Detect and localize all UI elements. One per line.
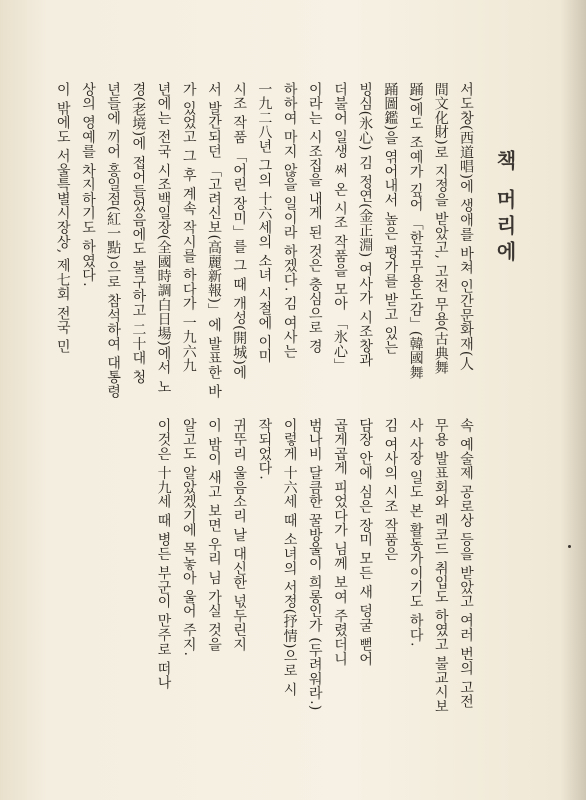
text-column: 시조 작품 「어린 장미」를 그 때 개성(開城)에 [231,82,248,380]
text-column: 년들에 끼어 홍일점(紅一點)으로 참석하여 대통령 [105,82,122,399]
poem-line: 담장 안에 심은 장미 모든 새 덩굴 뻗어 [357,418,374,666]
text-column: 하하여 마지 않을 일이라 하겠다. 김 여사는 [281,82,298,359]
text-column: 빙심(氷心) 김 정연(金正淵) 여사가 시조창과 [357,82,374,368]
text-column: 상의 영예를 차지하기도 하였다. [79,82,96,287]
text-column: 무용 발표회와 레코드 취입도 하였고 불교시보 [432,418,449,714]
bottom-text-block [150,418,478,714]
ink-speck [568,545,571,548]
poem-line: 곱게곱게 피었다가 님께 보여 주렸더니 [331,418,348,666]
binding-shadow [560,0,586,800]
poem-line: 귀뚜리 울음소리 날 대신한 넋두린지 [231,418,248,652]
text-column: 서 발간되던 「고려신보(高麗新報)」에 발표한 바 [205,82,222,399]
text-column: 작되었다. [256,418,273,480]
text-column: 이 밖에도 서울특별시장상, 제七회 전국 민 [54,82,71,354]
text-column: 사 사장 일도 본 활동가이기도 하다. [407,418,424,647]
text-column: 이것은 十九세 때 병든 부군이 만주로 떠나 [155,418,172,690]
text-column: 가 있었고 그 후 계속 작시를 하다가 一九六九 [180,82,197,373]
text-column: 間文化財)로 지정을 받았고, 고전 무용(古典舞 [432,82,449,375]
text-column: 이렇게 十六세 때 소녀의 서정(抒情)으로 시 [281,418,298,697]
section-title: 책 머리에 [493,150,517,267]
text-column: 一九二八년 그의 十六세의 소녀 시절에 이미 [256,82,273,364]
text-column: 서도창(西道唱)에 생애를 바쳐 인간문화재(人 [458,82,474,371]
poem-line: 알고도 알았겠기에 목놓아 울어 주지. [180,418,197,657]
text-column: 속 예술제 공로상 등을 받았고 여러 번의 고전 [458,418,474,709]
poem-line: 이 밤이 새고 보면 우리 님 가실 것을 [205,418,222,652]
top-text-block [50,82,478,399]
text-column: 김 여사의 시조 작품은 [382,418,399,561]
text-column: 경(老境)에 접어들었음에도 불구하고 二十대 청 [130,82,147,385]
text-column: 踊)에도 조예가 깊어 「한국무용도감」(韓國舞 [407,82,424,380]
text-column: 이라는 시조집을 내게 된 것은 충심으로 경 [306,82,323,354]
text-column: 년에는 전국 시조백일장(全國時調白日場)에서 노 [155,82,172,394]
text-column: 踊圖鑑)을 엮어내서 높은 평가를 받고 있는 [382,82,399,355]
text-column: 더불어 일생 써 온 시조 작품을 모아 「氷心」 [331,82,348,373]
poem-line: 범나비 달큼한 꿀방울이 희롱인가 (두려워라.) [306,418,323,711]
